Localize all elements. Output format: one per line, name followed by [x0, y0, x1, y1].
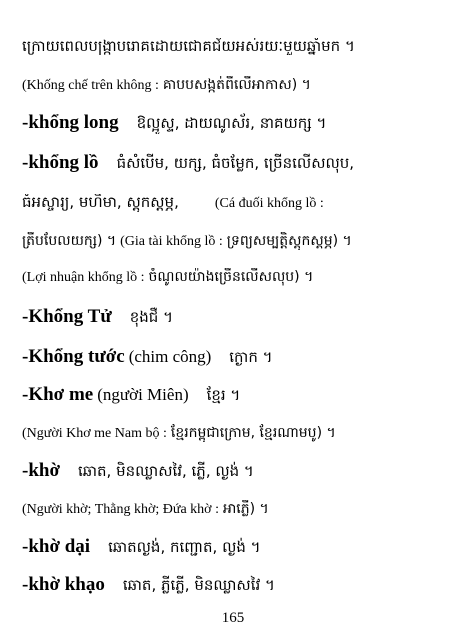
entry-kho: [22, 460, 448, 482]
entry-khong-long: [22, 112, 448, 134]
entry-continuation-line: [22, 38, 448, 55]
khmer-definition: ឆោតល្ងង់, កញ្ជោត, ល្ងង់ ។: [108, 538, 261, 556]
khmer-definition: ខ្មែរ ។: [206, 386, 241, 404]
vietnamese-gloss: (người Miên): [97, 385, 189, 404]
khmer-text: ខ្មែរកម្ពុជាក្រោម, ខ្មែរណាមបូ) ។: [170, 425, 336, 441]
entry-kho-me: [22, 384, 448, 406]
entry-khong-tu: [22, 306, 448, 328]
khmer-text: ចំណូលយ៉ាងច្រើនលើសលុប) ។: [148, 269, 314, 285]
headword: -khổng lồ: [22, 152, 99, 173]
example-loi-nhuan: [22, 268, 448, 286]
khmer-definition: ធំអស្ចារ្យ, មហិមា, ស្តុកស្តម្ភ,: [22, 194, 179, 211]
example-nguoi-kho: [22, 500, 448, 518]
example-gia-tai: [22, 232, 448, 250]
khmer-definition: ឆោត, មិនឈ្លាសវៃ, ភ្លើ, ល្ងង់ ។: [77, 462, 254, 480]
khmer-text: ទ្រព្យសម្បត្តិស្តុកស្តម្ភ) ។: [226, 233, 352, 249]
headword: -Khổng tước: [22, 346, 125, 367]
khmer-definition: ឱល្អូស្ទ, ដាយណូស័រ, នាគយក្ស ។: [136, 114, 327, 132]
headword: -khờ: [22, 460, 60, 481]
khmer-text: អាភ្លើ) ។: [222, 501, 269, 517]
entry-khong-lo-continued: [22, 194, 448, 212]
khmer-definition: ធំសំបើម, យក្ស, ធំចម្លែក, ច្រើនលើសលុប,: [116, 154, 355, 172]
headword: -Khổng Tử: [22, 306, 112, 327]
entry-khong-tuoc: [22, 346, 448, 368]
headword: -khổng long: [22, 112, 119, 133]
khmer-text: គាបបសង្កត់ពីលើអាកាស) ។: [162, 77, 311, 93]
vietnamese-example: (Lợi nhuận khổng lồ :: [22, 270, 145, 285]
vietnamese-example: (Gia tài khổng lồ :: [120, 234, 223, 249]
vietnamese-gloss: (chim công): [128, 347, 212, 366]
entry-kho-dai: [22, 536, 448, 558]
page-number: 165: [221, 610, 245, 626]
vietnamese-example: (Cá đuối khổng lồ :: [214, 196, 324, 211]
vietnamese-example: (Người khờ; Thằng khờ; Đứa khờ :: [22, 502, 219, 517]
headword: -khờ dại: [22, 536, 91, 557]
khmer-definition: ខុងជឺ ។: [129, 308, 173, 326]
vietnamese-example: (Người Khơ me Nam bộ :: [22, 426, 167, 441]
headword: -Khơ me: [22, 384, 94, 405]
entry-kho-khao: [22, 574, 448, 596]
khmer-text: ត្រីបបែលយក្ស) ។: [22, 233, 117, 249]
example-khong-che: [22, 76, 448, 94]
vietnamese-example: (Khống chế trên không :: [22, 78, 159, 93]
entry-khong-lo: [22, 152, 448, 174]
khmer-text: ក្រោយពេលបង្ក្រាបរោគដោយជោគជ័យអស់រយៈមួយឆ្នាំមក ។: [22, 38, 355, 55]
example-khmer-nam-bo: [22, 424, 448, 442]
khmer-definition: ឆោត, ភ្លីភ្លើ, មិនឈ្លាសវៃ ។: [122, 576, 275, 594]
headword: -khờ khạo: [22, 574, 105, 595]
khmer-definition: ក្ងោក ។: [229, 348, 273, 366]
